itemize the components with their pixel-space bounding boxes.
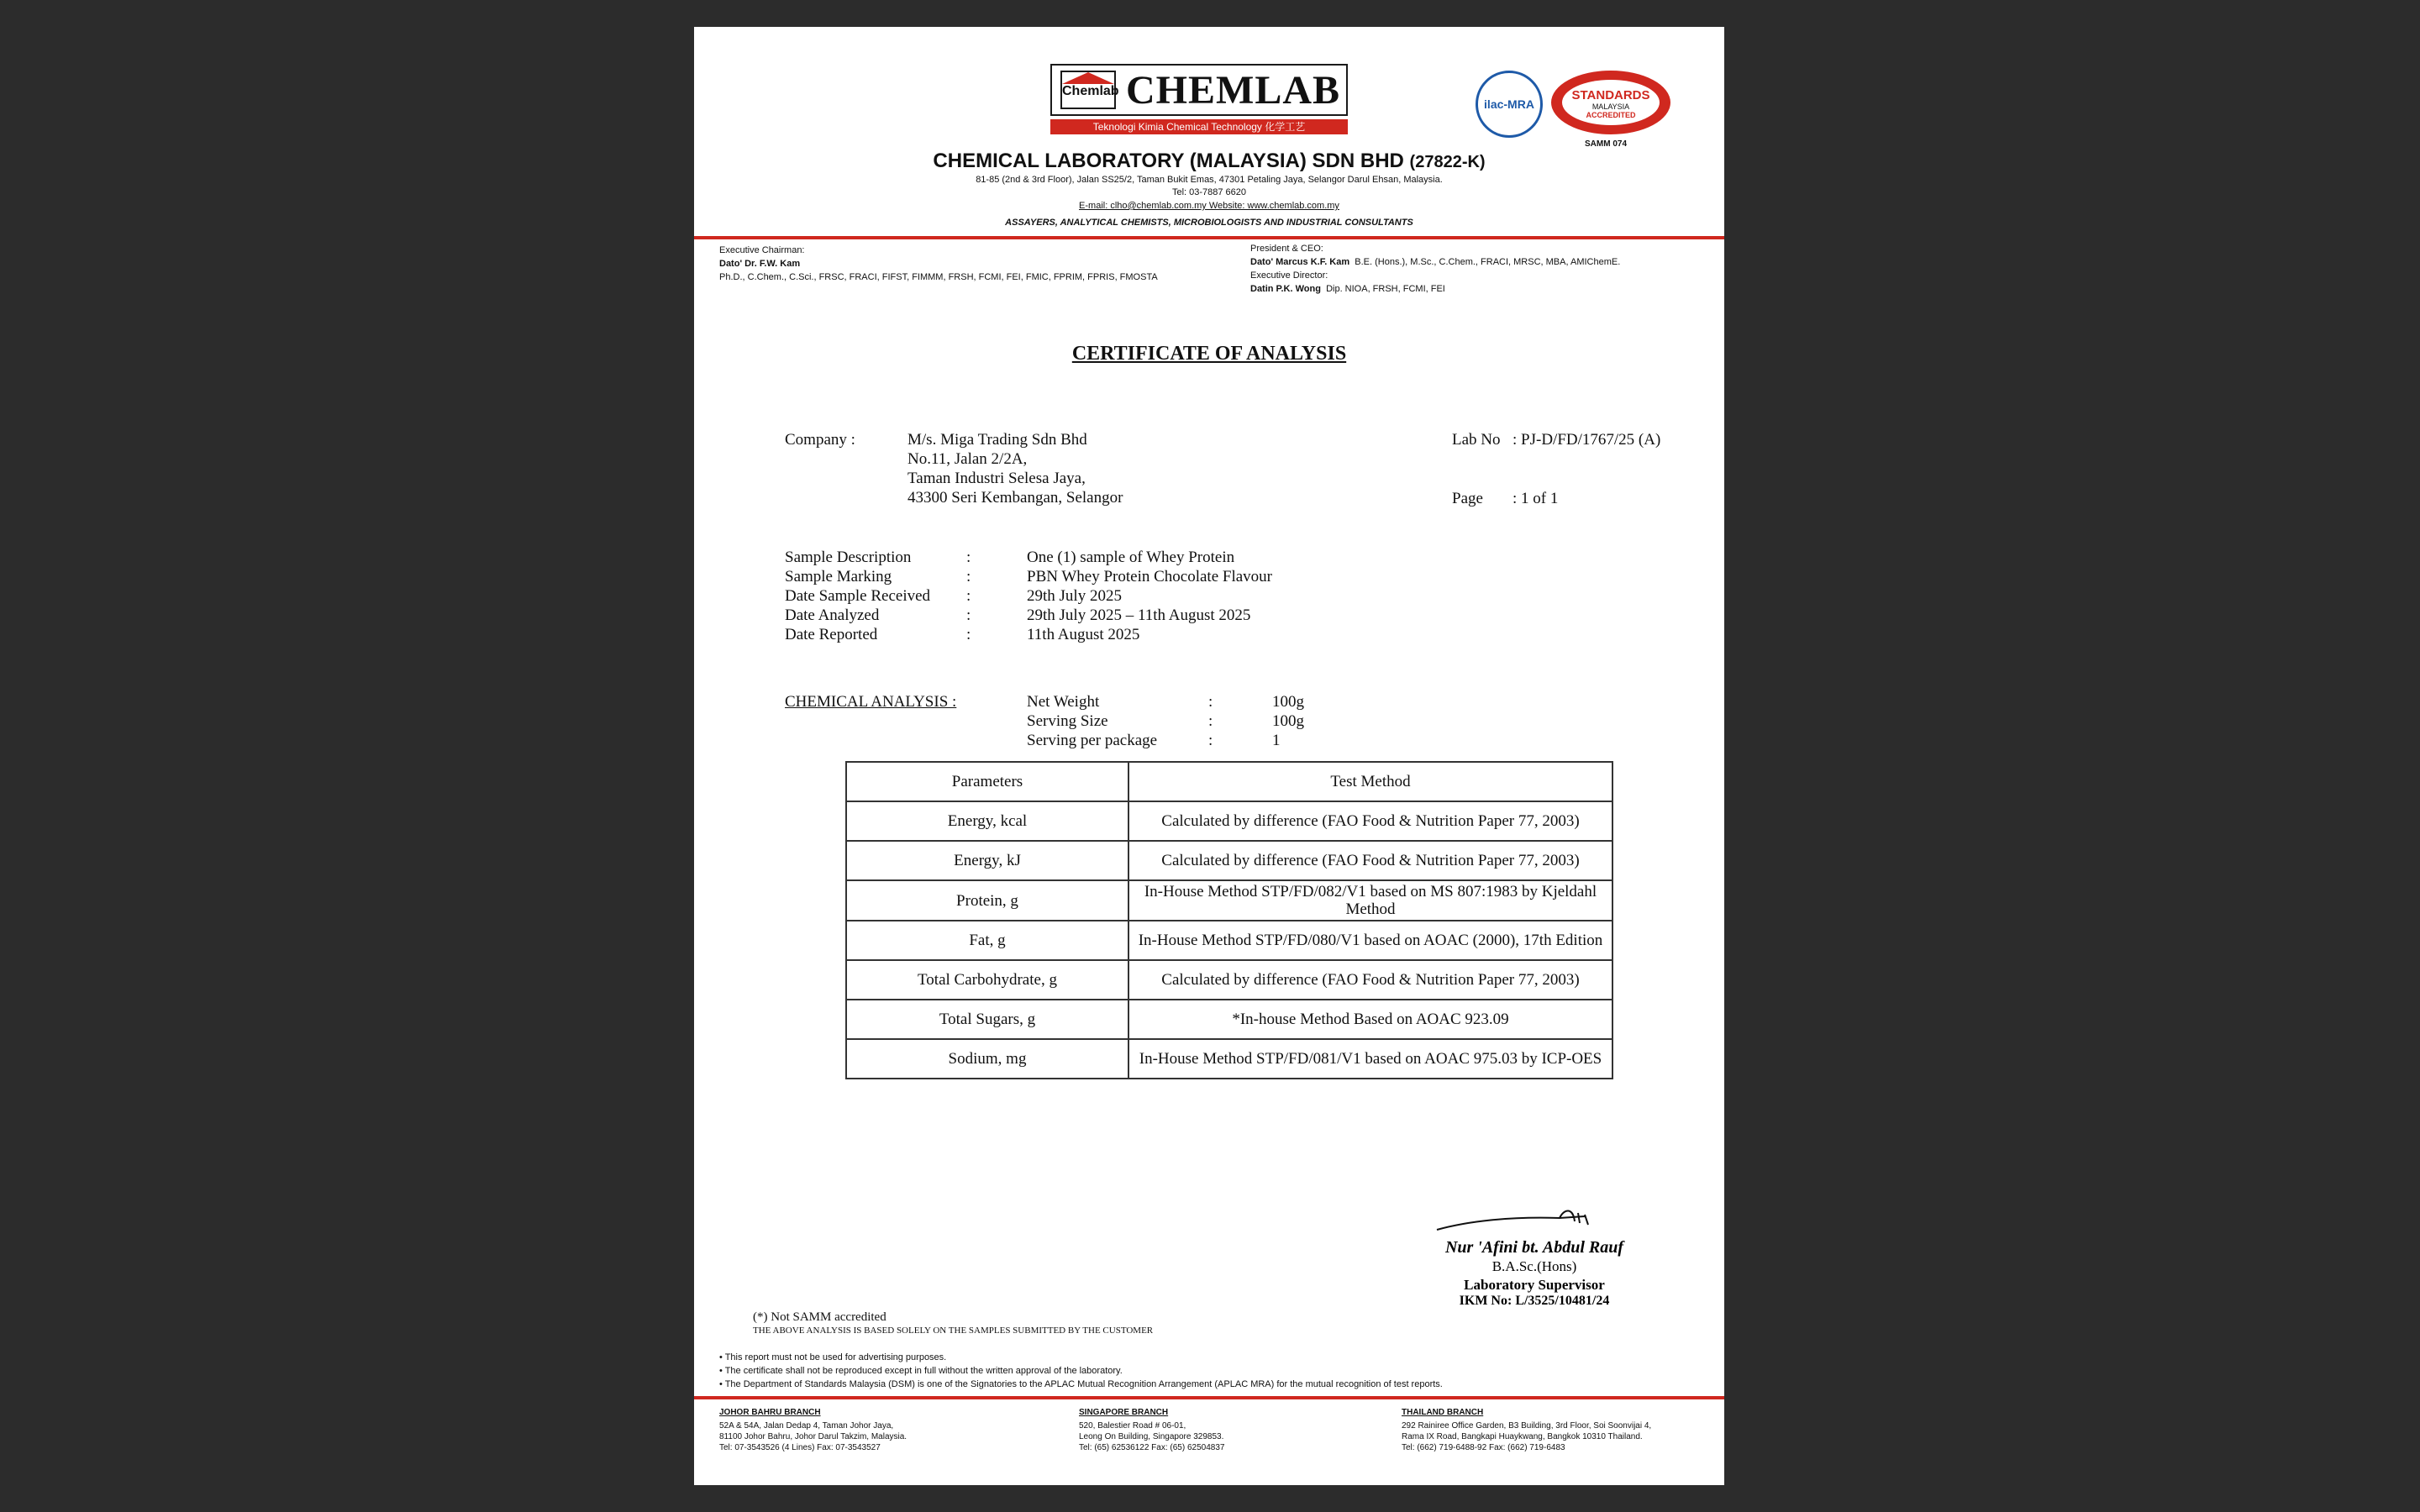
signatory-position: Laboratory Supervisor [1464,1277,1605,1293]
footer-divider [694,1396,1724,1399]
date-received: 29th July 2025 [1027,587,1122,605]
not-accredited-note: (*) Not SAMM accredited [753,1310,886,1324]
company-label: Company : [785,431,855,449]
ceo-block: President & CEO: Dato' Marcus K.F. Kam B.E. (Hons.), M.Sc., C.Chem., FRACI, MRSC, MBA, AMIChemE. Executive Director: Datin P.K. Wong Dip. NIOA, FRSH, FCMI, FEI [1250,244,1621,294]
signatory-degree: B.A.Sc.(Hons) [1491,1258,1577,1274]
chemical-values [1272,692,1304,750]
net-weight: 100g [1272,693,1304,711]
sample-labels: Sample Description Sample Marking Date Sample Received Date Analyzed Date Reported [785,549,931,643]
lab-email-website[interactable]: E-mail: clho@chemlab.com.my Website: www.chemlab.com.my [1079,201,1339,211]
disclaimer-list: • This report must not be used for advertising purposes. • The certificate shall not be reproduced except in full without the written approval of the laboratory. • The Department of Standards Malaysia (DSM) is one of the Signatories to the APLAC Mutual Recognition Arrangement (APLAC MRA) for the mutual recognition of test reports. [719,1352,1443,1389]
branch-johor: JOHOR BAHRU BRANCH 52A & 54A, Jalan Dedap 4, Taman Johor Jaya, 81100 Johor Bahru, Johor Darul Takzim, Malaysia. Tel: 07-3543526 (4 Lines) Fax: 07-3543527 [719,1408,908,1452]
table-header-row [846,762,1612,801]
table-row: Protein, g In-House Method STP/FD/082/V1 based on MS 807:1983 by Kjeldahl Method [846,880,1612,921]
table-row: Total Carbohydrate, g Calculated by difference (FAO Food & Nutrition Paper 77, 2003) [846,960,1612,1000]
lab-tel: Tel: 03-7887 6620 [1171,187,1247,197]
date-reported: 11th August 2025 [1027,626,1140,643]
servings-per-package: 1 [1272,732,1281,749]
lab-no-value: : PJ-D/FD/1767/25 (A) [1512,431,1661,449]
certificate-page [694,27,1724,1485]
brand-tagline: Teknologi Kimia Chemical Technology 化学工艺 [1050,119,1348,134]
header-test-method: Test Method [1128,762,1612,801]
signatory-ikm: IKM No: L/3525/10481/24 [1459,1294,1610,1308]
analysis-basis-note: THE ABOVE ANALYSIS IS BASED SOLELY ON THE SAMPLES SUBMITTED BY THE CUSTOMER [753,1326,1154,1336]
page-value: : 1 of 1 [1512,490,1559,507]
certificate-title: CERTIFICATE OF ANALYSIS [1071,343,1347,365]
sample-description: One (1) sample of Whey Protein [1027,549,1235,566]
branch-singapore: SINGAPORE BRANCH 520, Balestier Road # 06-01, Leong On Building, Singapore 329853. Tel: (65) 62536122 Fax: (65) 62504837 [1079,1408,1225,1452]
lab-address: 81-85 (2nd & 3rd Floor), Jalan SS25/2, Taman Bukit Emas, 47301 Petaling Jaya, Selangor Darul Ehsan, Malaysia. [976,175,1443,185]
page-label: Page [1452,490,1483,507]
chemlab-logo [1050,64,1348,116]
date-analyzed: 29th July 2025 – 11th August 2025 [1027,606,1251,624]
analysis-table [845,761,1613,1079]
table-row: Fat, g In-House Method STP/FD/080/V1 based on AOAC (2000), 17th Edition [846,921,1612,960]
sample-values [1027,548,1272,644]
lab-name: CHEMICAL LABORATORY (MALAYSIA) SDN BHD (27822-K) [933,150,1486,172]
brand-name: CHEMLAB [1126,68,1341,113]
chemlab-badge-icon: Chemlab [1060,71,1116,109]
branch-thailand: THAILAND BRANCH 292 Rainiree Office Garden, B3 Building, 3rd Floor, Soi Soonvijai 4, Rama IX Road, Bangkapi Huaykwang, Bangkok 10310 Thailand. Tel: (662) 719-6488-92 Fax: (662) 719-6483 [1402,1408,1652,1452]
table-row: Sodium, mg In-House Method STP/FD/081/V1 based on AOAC 975.03 by ICP-OES [846,1039,1612,1079]
sample-marking: PBN Whey Protein Chocolate Flavour [1027,568,1273,585]
company-address: M/s. Miga Trading Sdn Bhd No.11, Jalan 2/2A, Taman Industri Selesa Jaya, 43300 Seri Kembangan, Selangor [908,431,1123,507]
chairman-block: Executive Chairman: Dato' Dr. F.W. Kam Ph.D., C.Chem., C.Sci., FRSC, FRACI, FIFST, FIMMM, FRSH, FCMI, FEI, FMIC, FPRIM, FPRIS, FMOSTA [719,245,1158,282]
chemical-colons: : : : [1208,693,1213,749]
standards-malaysia-logo-icon: STANDARDS MALAYSIA ACCREDITED [1551,71,1670,134]
samm-number: SAMM 074 [1585,139,1628,149]
chemical-labels: Net Weight Serving Size Serving per package [1027,693,1158,749]
lab-no-label: Lab No [1452,431,1501,449]
table-row: Energy, kcal Calculated by difference (FAO Food & Nutrition Paper 77, 2003) [846,801,1612,841]
header-parameters: Parameters [846,762,1128,801]
serving-size: 100g [1272,712,1304,730]
ilac-mra-seal-icon: ilac-MRA [1476,71,1543,138]
lab-services: ASSAYERS, ANALYTICAL CHEMISTS, MICROBIOLOGISTS AND INDUSTRIAL CONSULTANTS [1005,218,1413,228]
signatory-name: Nur 'Afini bt. Abdul Rauf [1444,1238,1624,1257]
header-divider [694,236,1724,239]
chemical-analysis-heading: CHEMICAL ANALYSIS : [785,693,957,711]
signature-icon [1434,1205,1602,1238]
sample-colons: : : : : : [966,549,971,643]
table-row: Total Sugars, g *In-house Method Based on AOAC 923.09 [846,1000,1612,1039]
table-row: Energy, kJ Calculated by difference (FAO Food & Nutrition Paper 77, 2003) [846,841,1612,880]
